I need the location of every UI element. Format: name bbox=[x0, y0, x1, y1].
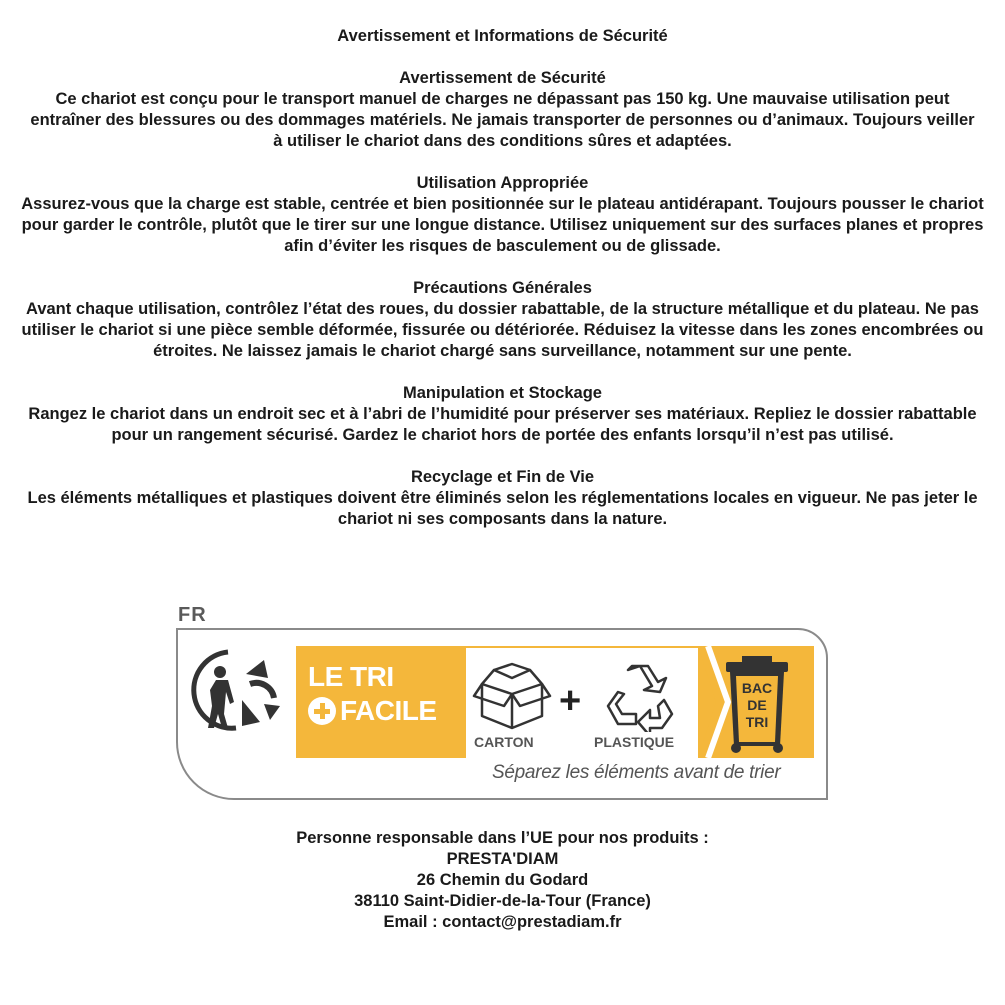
slogan bbox=[308, 660, 437, 728]
item-plastique: PLASTIQUE bbox=[594, 734, 675, 750]
country-code: FR bbox=[178, 604, 207, 626]
section-body: Rangez le chariot dans un endroit sec et à l’abri de l’humidité pour préserver ses matériaux. Repliez le dossier rabattable pour un rangement sécurisé. Gardez le chariot hors de portée des enfants lorsqu’il n’est pas utilisé. bbox=[28, 405, 977, 444]
sorting-instruction: Séparez les éléments avant de trier bbox=[492, 762, 781, 783]
section-body: Ce chariot est conçu pour le transport manuel de charges ne dépassant pas 150 kg. Une mauvaise utilisation peut entraîner des blessures ou des dommages matériels. Ne jamais transporter de personnes ou d’animaux. Toujours veiller à utiliser le chariot dans des conditions sûres et adaptées. bbox=[30, 90, 975, 150]
box-icon bbox=[472, 660, 552, 732]
section-appropriate-use bbox=[0, 173, 1005, 257]
item-carton: CARTON bbox=[474, 734, 534, 750]
email-line: Email : contact@prestadiam.fr bbox=[383, 913, 622, 931]
section-body: Avant chaque utilisation, contrôlez l’état des roues, du dossier rabattable, de la structure métallique et du plateau. Ne pas utiliser le chariot si une pièce semble déformée, fissurée ou détériorée. Réduisez la vitesse dans les zones encombrées ou étroites. Ne laissez jamais le chariot chargé sans surveillance, notamment sur une pente. bbox=[21, 300, 984, 360]
safety-document bbox=[0, 26, 1005, 551]
responsible-person-line: Personne responsable dans l’UE pour nos produits : bbox=[296, 829, 709, 847]
section-heading: Utilisation Appropriée bbox=[416, 174, 589, 192]
section-heading: Avertissement de Sécurité bbox=[399, 69, 606, 87]
plus-sign: + bbox=[559, 680, 582, 722]
triman-icon bbox=[190, 644, 290, 744]
section-heading: Manipulation et Stockage bbox=[403, 384, 602, 402]
section-heading: Recyclage et Fin de Vie bbox=[410, 468, 595, 486]
bin-text: BAC DE TRI bbox=[741, 680, 773, 730]
section-safety-warning bbox=[0, 68, 1005, 152]
section-body: Les éléments métalliques et plastiques doivent être éliminés selon les réglementations locales en vigueur. Ne pas jeter le chariot ni ses composants dans la nature. bbox=[27, 489, 978, 528]
triman-recycling-label bbox=[174, 602, 834, 804]
section-recycling bbox=[0, 467, 1005, 530]
plus-circle-icon bbox=[308, 697, 336, 725]
section-heading: Précautions Générales bbox=[413, 279, 592, 297]
street-address: 26 Chemin du Godard bbox=[416, 871, 589, 889]
eu-contact-block bbox=[0, 828, 1005, 933]
company-name: PRESTA'DIAM bbox=[446, 850, 559, 868]
section-precautions bbox=[0, 278, 1005, 362]
section-handling-storage bbox=[0, 383, 1005, 446]
section-body: Assurez-vous que la charge est stable, centrée et bien positionnée sur le plateau antidérapant. Toujours pousser le chariot pour garder le contrôle, plutôt que le tirer sur une longue distance. Utilisez uniquement sur des surfaces planes et propres afin d’éviter les risques de basculement ou de glissade. bbox=[21, 195, 984, 255]
recycle-icon bbox=[604, 662, 676, 732]
document-title: Avertissement et Informations de Sécurité bbox=[337, 27, 668, 45]
slogan-line1: LE TRI bbox=[308, 661, 394, 692]
city-address: 38110 Saint-Didier-de-la-Tour (France) bbox=[354, 892, 651, 910]
slogan-line2: FACILE bbox=[340, 695, 437, 726]
